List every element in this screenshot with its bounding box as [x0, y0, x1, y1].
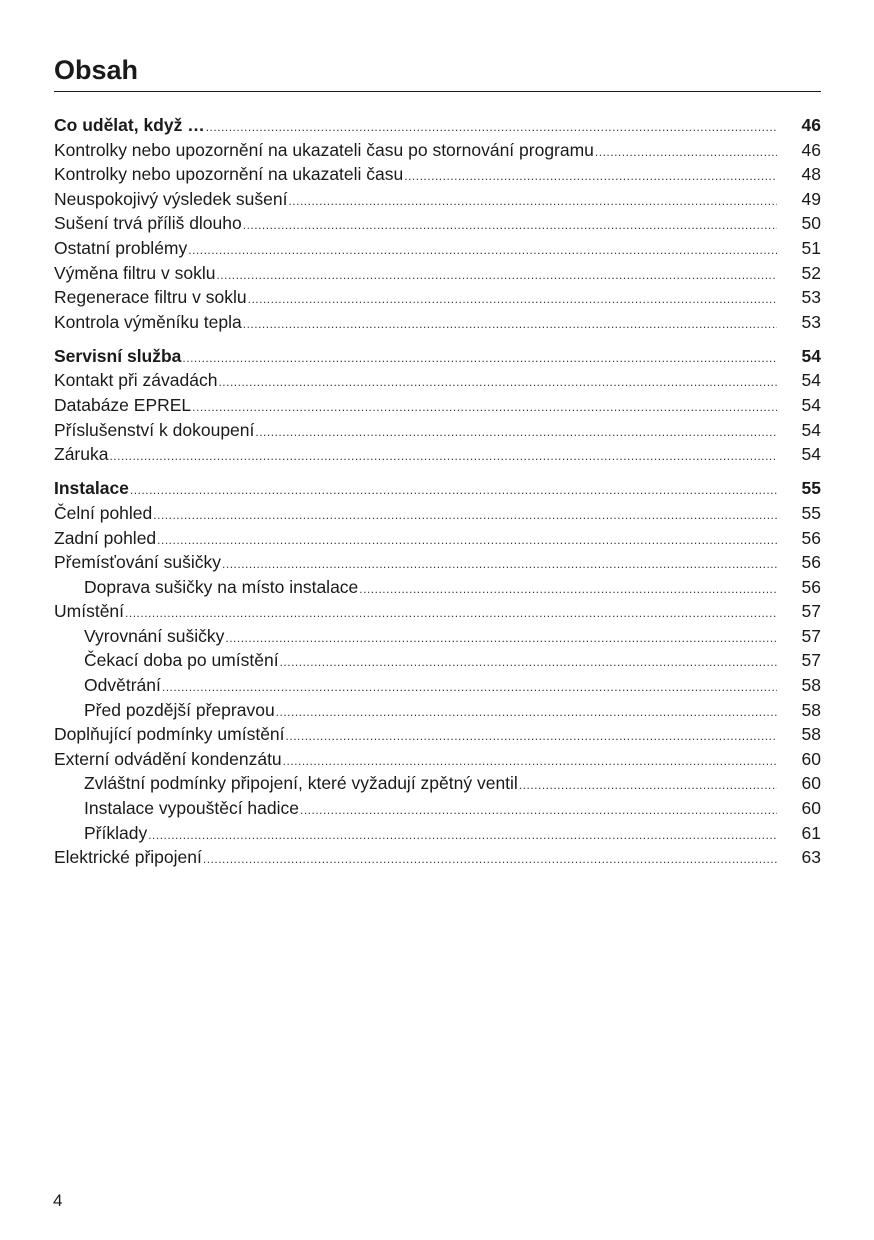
- toc-entry[interactable]: [54, 501, 821, 526]
- toc-entry-label: Elektrické připojení: [54, 847, 202, 868]
- toc-entry-label: Příslušenství k dokoupení: [54, 419, 255, 440]
- toc-entry-page: 56: [801, 576, 821, 597]
- dot-leader: [182, 346, 777, 371]
- toc-entry[interactable]: [54, 162, 821, 187]
- toc-entry-page: 52: [801, 262, 821, 283]
- dot-leader: [216, 263, 777, 288]
- toc-entry[interactable]: [54, 368, 821, 393]
- dot-leader: [276, 700, 777, 725]
- toc-entry-label: Kontrola výměníku tepla: [54, 311, 242, 332]
- toc-entry-label: Umístění: [54, 601, 125, 622]
- toc-entry-page: 54: [801, 370, 821, 391]
- dot-leader: [206, 115, 777, 140]
- dot-leader: [222, 552, 777, 577]
- dot-leader: [192, 395, 777, 420]
- toc-entry-page: 60: [801, 798, 821, 819]
- toc-entry-label: Instalace: [54, 478, 129, 499]
- dot-leader: [286, 724, 777, 749]
- toc-entry-label: Ostatní problémy: [54, 237, 188, 258]
- dot-leader: [162, 675, 777, 700]
- toc-entry[interactable]: [54, 550, 821, 575]
- dot-leader: [130, 478, 777, 503]
- toc-section-heading[interactable]: [54, 344, 821, 369]
- toc-entry-page: 55: [801, 502, 821, 523]
- toc-entry-page: 46: [801, 139, 821, 160]
- toc-entry-label: Instalace vypouštěcí hadice: [84, 798, 299, 819]
- toc-entry[interactable]: [54, 526, 821, 551]
- toc-entry-label: Vyrovnání sušičky: [84, 625, 225, 646]
- toc-section: [54, 476, 821, 870]
- dot-leader: [203, 847, 777, 872]
- toc-entry-label: Záruka: [54, 444, 109, 465]
- toc-entry-page: 60: [801, 748, 821, 769]
- toc-entry-label: Zvláštní podmínky připojení, které vyžadují zpětný ventil: [84, 773, 518, 794]
- toc-section-heading[interactable]: [54, 476, 821, 501]
- page-number: 4: [53, 1191, 63, 1210]
- toc-entry[interactable]: [54, 418, 821, 443]
- dot-leader: [225, 626, 777, 651]
- title-divider: [54, 91, 821, 92]
- toc-entry-label: Čelní pohled: [54, 502, 153, 523]
- toc-entry-page: 61: [801, 822, 821, 843]
- dot-leader: [288, 189, 777, 214]
- toc-entry-page: 49: [801, 188, 821, 209]
- toc-entry-page: 54: [801, 419, 821, 440]
- dot-leader: [519, 773, 777, 798]
- toc-entry[interactable]: [54, 138, 821, 163]
- toc-entry[interactable]: [54, 187, 821, 212]
- toc-entry-label: Regenerace filtru v soklu: [54, 287, 247, 308]
- toc-entry-label: Doplňující podmínky umístění: [54, 724, 285, 745]
- toc-entry-label: Výměna filtru v soklu: [54, 262, 216, 283]
- toc-entry-label: Externí odvádění kondenzátu: [54, 748, 282, 769]
- toc-entry[interactable]: [54, 442, 821, 467]
- toc-entry-label: Doprava sušičky na místo instalace: [84, 576, 359, 597]
- toc-subentry[interactable]: [54, 771, 821, 796]
- toc-entry-page: 57: [801, 625, 821, 646]
- dot-leader: [243, 312, 777, 337]
- page-title: Obsah: [54, 55, 139, 85]
- dot-leader: [218, 370, 777, 395]
- toc-entry[interactable]: [54, 845, 821, 870]
- toc-entry[interactable]: [54, 722, 821, 747]
- toc-entry-page: 56: [801, 552, 821, 573]
- toc-entry-page: 54: [801, 345, 821, 366]
- toc-entry[interactable]: [54, 599, 821, 624]
- toc-section: [54, 113, 821, 334]
- toc-entry-page: 54: [801, 395, 821, 416]
- toc-entry-label: Kontrolky nebo upozornění na ukazateli času po stornování programu: [54, 139, 594, 160]
- toc-entry-label: Co udělat, když …: [54, 115, 205, 135]
- toc-section: [54, 344, 821, 467]
- dot-leader: [125, 601, 777, 626]
- dot-leader: [243, 213, 777, 238]
- toc-entry-page: 57: [801, 650, 821, 671]
- toc-subentry[interactable]: [54, 821, 821, 846]
- dot-leader: [300, 798, 777, 823]
- toc-entry-label: Kontakt při závadách: [54, 370, 218, 391]
- dot-leader: [109, 444, 777, 469]
- dot-leader: [188, 238, 777, 263]
- toc-entry-page: 58: [801, 675, 821, 696]
- toc-entry-label: Sušení trvá příliš dlouho: [54, 213, 242, 234]
- toc-entry-page: 51: [801, 237, 821, 258]
- toc-subentry[interactable]: [54, 673, 821, 698]
- toc-entry-label: Neuspokojivý výsledek sušení: [54, 188, 288, 209]
- dot-leader: [153, 503, 777, 528]
- toc-entry-label: Přemísťování sušičky: [54, 552, 222, 573]
- dot-leader: [283, 749, 777, 774]
- toc-subentry[interactable]: [54, 575, 821, 600]
- dot-leader: [248, 287, 777, 312]
- toc-entry-page: 63: [801, 847, 821, 868]
- dot-leader: [404, 164, 777, 189]
- toc-entry-page: 57: [801, 601, 821, 622]
- toc-entry-label: Databáze EPREL: [54, 395, 192, 416]
- toc-entry-label: Servisní služba: [54, 345, 182, 366]
- toc-subentry[interactable]: [54, 648, 821, 673]
- toc-entry[interactable]: [54, 211, 821, 236]
- toc-entry-page: 46: [801, 115, 821, 135]
- dot-leader: [148, 823, 777, 848]
- toc-entry-page: 58: [801, 699, 821, 720]
- toc-entry-label: Kontrolky nebo upozornění na ukazateli času: [54, 164, 404, 185]
- dot-leader: [157, 528, 777, 553]
- toc-entry[interactable]: [54, 310, 821, 335]
- toc-entry-label: Zadní pohled: [54, 527, 157, 548]
- toc-entry[interactable]: [54, 393, 821, 418]
- dot-leader: [359, 577, 777, 602]
- toc-entry-label: Před pozdější přepravou: [84, 699, 275, 720]
- toc-entry-page: 54: [801, 444, 821, 465]
- toc-entry-page: 58: [801, 724, 821, 745]
- toc-entry[interactable]: [54, 261, 821, 286]
- toc-section-heading[interactable]: [54, 113, 821, 138]
- toc-subentry[interactable]: [54, 624, 821, 649]
- table-of-contents: [54, 113, 821, 879]
- toc-entry-label: Čekací doba po umístění: [84, 650, 279, 671]
- toc-entry-page: 55: [801, 478, 821, 499]
- toc-entry-page: 60: [801, 773, 821, 794]
- toc-entry-label: Odvětrání: [84, 675, 161, 696]
- toc-entry[interactable]: [54, 285, 821, 310]
- toc-entry-page: 50: [801, 213, 821, 234]
- dot-leader: [595, 140, 777, 165]
- toc-entry-page: 53: [801, 311, 821, 332]
- toc-entry-page: 53: [801, 287, 821, 308]
- toc-entry-label: Příklady: [84, 822, 148, 843]
- dot-leader: [280, 650, 777, 675]
- toc-entry[interactable]: [54, 236, 821, 261]
- dot-leader: [255, 420, 777, 445]
- toc-subentry[interactable]: [54, 796, 821, 821]
- toc-entry[interactable]: [54, 747, 821, 772]
- toc-subentry[interactable]: [54, 698, 821, 723]
- toc-entry-page: 56: [801, 527, 821, 548]
- toc-entry-page: 48: [801, 164, 821, 185]
